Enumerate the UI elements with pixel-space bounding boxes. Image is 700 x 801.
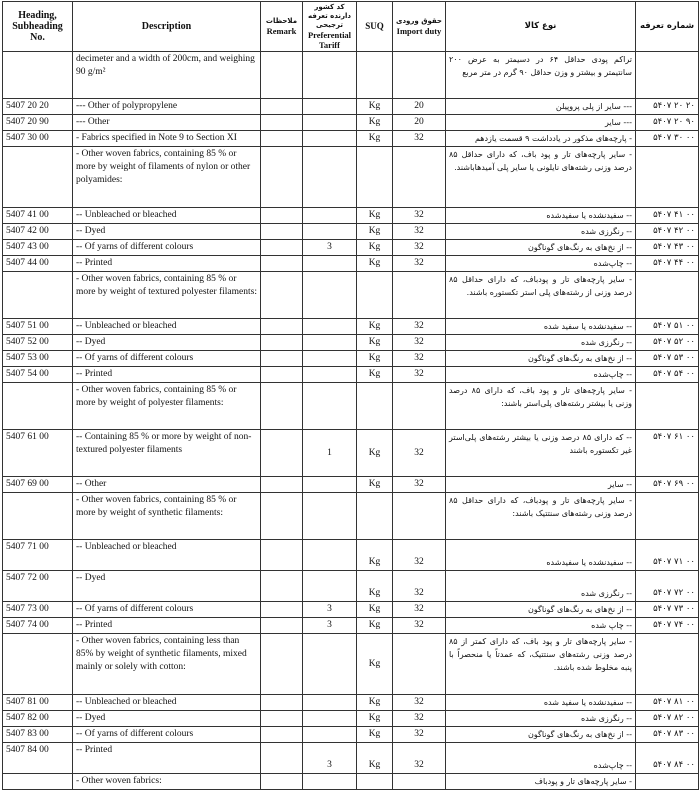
duty-cell (393, 272, 446, 319)
table-row (3, 224, 699, 240)
remark-cell (261, 727, 303, 743)
suq-cell: Kg (357, 711, 393, 727)
duty-cell: 32 (393, 240, 446, 256)
duty-cell: 32 (393, 430, 446, 477)
table-row (3, 602, 699, 618)
description-cell: -- Dyed (73, 711, 261, 727)
description-cell: -- Unbleached or bleached (73, 208, 261, 224)
description-cell: - Other woven fabrics: (73, 774, 261, 790)
description-fa-cell: -- چاپ‌شده (446, 256, 636, 272)
duty-cell: 20 (393, 99, 446, 115)
remark-cell (261, 208, 303, 224)
description-fa-cell: -- سفیدنشده یا سفیدشده (446, 540, 636, 571)
code-fa-cell: ۵۴۰۷ ۵۲ ۰۰ (636, 335, 699, 351)
remark-cell (261, 571, 303, 602)
suq-cell: Kg (357, 131, 393, 147)
code-fa-cell: ۵۴۰۷ ۸۴ ۰۰ (636, 743, 699, 774)
description-fa-cell: - سایر پارچه‌های تار و پود باف، که دارای حداقل ۸۵ درصد وزنی رشته‌های نایلونی یا سایر پلی آمیدهاباشند. (446, 147, 636, 208)
remark-cell (261, 493, 303, 540)
description-cell: - Other woven fabrics, containing less than 85% by weight of synthetic filaments, mixed mainly or solely with cotton: (73, 634, 261, 695)
suq-cell: Kg (357, 319, 393, 335)
code-cell (3, 634, 73, 695)
code-cell: 5407 72 00 (3, 571, 73, 602)
description-fa-cell: - سایر پارچه‌های تار و پود باف، که دارای کمتر از ۸۵ درصد وزنی رشته‌های سنتتیک، که عمدتاً یا منحصراً با پنبه مخلوط شده باشند. (446, 634, 636, 695)
suq-cell: Kg (357, 743, 393, 774)
preferential-cell (303, 477, 357, 493)
remark-cell (261, 224, 303, 240)
description-fa-cell: -- که دارای ۸۵ درصد وزنی یا بیشتر رشته‌های پلی‌استر غیر تکستوره باشند (446, 430, 636, 477)
code-cell: 5407 52 00 (3, 335, 73, 351)
preferential-cell: 1 (303, 430, 357, 477)
duty-cell: 32 (393, 602, 446, 618)
remark-cell (261, 351, 303, 367)
remark-cell (261, 695, 303, 711)
table-row (3, 319, 699, 335)
code-fa-cell: ۵۴۰۷ ۸۲ ۰۰ (636, 711, 699, 727)
table-row (3, 634, 699, 695)
preferential-cell (303, 540, 357, 571)
description-cell: -- Printed (73, 256, 261, 272)
code-cell: 5407 43 00 (3, 240, 73, 256)
description-cell: -- Dyed (73, 571, 261, 602)
remark-cell (261, 115, 303, 131)
duty-cell: 32 (393, 319, 446, 335)
preferential-cell: 3 (303, 618, 357, 634)
remark-cell (261, 335, 303, 351)
suq-cell: Kg (357, 695, 393, 711)
table-row (3, 383, 699, 430)
preferential-cell (303, 351, 357, 367)
preferential-cell (303, 571, 357, 602)
code-cell: 5407 83 00 (3, 727, 73, 743)
code-fa-cell (636, 52, 699, 99)
description-fa-cell: -- از نخ‌های به رنگ‌های گوناگون (446, 351, 636, 367)
code-fa-cell (636, 774, 699, 790)
description-cell: -- Of yarns of different colours (73, 727, 261, 743)
duty-cell: 32 (393, 743, 446, 774)
code-cell: 5407 44 00 (3, 256, 73, 272)
preferential-cell (303, 319, 357, 335)
description-cell: -- Printed (73, 367, 261, 383)
preferential-cell (303, 727, 357, 743)
code-cell: 5407 61 00 (3, 430, 73, 477)
code-fa-cell: ۵۴۰۷ ۷۱ ۰۰ (636, 540, 699, 571)
suq-cell: Kg (357, 335, 393, 351)
suq-cell: Kg (357, 727, 393, 743)
code-cell: 5407 74 00 (3, 618, 73, 634)
description-fa-cell: -- چاپ‌شده (446, 743, 636, 774)
table-row (3, 540, 699, 571)
duty-cell: 20 (393, 115, 446, 131)
code-fa-cell: ۵۴۰۷ ۴۱ ۰۰ (636, 208, 699, 224)
description-cell: - Other woven fabrics, containing 85 % or more by weight of filaments of nylon or other polyamides: (73, 147, 261, 208)
description-fa-cell: -- چاپ شده (446, 618, 636, 634)
table-row (3, 727, 699, 743)
code-cell: 5407 42 00 (3, 224, 73, 240)
suq-cell (357, 52, 393, 99)
header-duty-en: Import duty (396, 26, 442, 36)
preferential-cell (303, 99, 357, 115)
preferential-cell: 3 (303, 602, 357, 618)
suq-cell (357, 493, 393, 540)
suq-cell (357, 272, 393, 319)
preferential-cell (303, 272, 357, 319)
remark-cell (261, 131, 303, 147)
preferential-cell (303, 52, 357, 99)
suq-cell (357, 383, 393, 430)
table-row (3, 477, 699, 493)
remark-cell (261, 634, 303, 695)
code-fa-cell: ۵۴۰۷ ۲۰ ۲۰ (636, 99, 699, 115)
remark-cell (261, 147, 303, 208)
description-fa-cell: - پارچه‌های مذکور در یادداشت ۹ قسمت یازدهم (446, 131, 636, 147)
code-fa-cell (636, 634, 699, 695)
duty-cell: 32 (393, 540, 446, 571)
code-cell: 5407 30 00 (3, 131, 73, 147)
description-cell: - Other woven fabrics, containing 85 % or more by weight of polyester filaments: (73, 383, 261, 430)
description-cell: -- Containing 85 % or more by weight of non-textured polyester filaments (73, 430, 261, 477)
code-fa-cell: ۵۴۰۷ ۷۴ ۰۰ (636, 618, 699, 634)
tariff-table (2, 1, 699, 790)
description-fa-cell: -- سفیدنشده یا سفید شده (446, 695, 636, 711)
code-cell (3, 493, 73, 540)
header-code-fa: شماره تعرفه (636, 2, 699, 52)
description-cell: -- Of yarns of different colours (73, 240, 261, 256)
suq-cell (357, 774, 393, 790)
code-fa-cell: ۵۴۰۷ ۴۳ ۰۰ (636, 240, 699, 256)
preferential-cell (303, 131, 357, 147)
code-cell: 5407 84 00 (3, 743, 73, 774)
table-row (3, 493, 699, 540)
description-fa-cell: - سایر پارچه‌های تار و پودباف، که دارای حداقل ۸۵ درصد وزنی رشته‌های سنتتیک باشند: (446, 493, 636, 540)
preferential-cell: 3 (303, 240, 357, 256)
code-cell: 5407 51 00 (3, 319, 73, 335)
remark-cell (261, 383, 303, 430)
header-description: Description (73, 2, 261, 52)
code-fa-cell (636, 147, 699, 208)
code-cell: 5407 53 00 (3, 351, 73, 367)
code-cell: 5407 20 90 (3, 115, 73, 131)
suq-cell: Kg (357, 477, 393, 493)
header-preferential (303, 2, 357, 52)
table-row (3, 367, 699, 383)
table-row (3, 711, 699, 727)
header-remark-en: Remark (266, 26, 297, 36)
preferential-cell (303, 493, 357, 540)
suq-cell: Kg (357, 224, 393, 240)
duty-cell (393, 493, 446, 540)
suq-cell: Kg (357, 634, 393, 695)
code-fa-cell (636, 272, 699, 319)
code-fa-cell: ۵۴۰۷ ۷۲ ۰۰ (636, 571, 699, 602)
description-fa-cell: تراکم پودی حداقل ۶۴ در دسیمتر به عرض ۲۰۰ سانتیمتر و بیشتر و وزن حداقل ۹۰ گرم در متر مربع (446, 52, 636, 99)
description-cell: -- Printed (73, 743, 261, 774)
code-cell: 5407 71 00 (3, 540, 73, 571)
duty-cell: 32 (393, 618, 446, 634)
code-cell: 5407 54 00 (3, 367, 73, 383)
description-fa-cell: -- رنگرزی شده (446, 335, 636, 351)
remark-cell (261, 711, 303, 727)
description-cell: -- Dyed (73, 224, 261, 240)
suq-cell: Kg (357, 240, 393, 256)
remark-cell (261, 272, 303, 319)
suq-cell: Kg (357, 540, 393, 571)
suq-cell: Kg (357, 351, 393, 367)
code-fa-cell: ۵۴۰۷ ۴۲ ۰۰ (636, 224, 699, 240)
header-remark-fa: ملاحظات (265, 17, 298, 25)
table-row (3, 147, 699, 208)
preferential-cell (303, 695, 357, 711)
code-fa-cell: ۵۴۰۷ ۵۳ ۰۰ (636, 351, 699, 367)
description-fa-cell: - سایر پارچه‌های تار و پودباف، که دارای حداقل ۸۵ درصد وزنی از رشته‌های پلی استر تکستوره باشند. (446, 272, 636, 319)
table-row (3, 335, 699, 351)
code-fa-cell: ۵۴۰۷ ۴۴ ۰۰ (636, 256, 699, 272)
preferential-cell (303, 256, 357, 272)
description-cell: -- Unbleached or bleached (73, 695, 261, 711)
code-cell (3, 272, 73, 319)
table-row (3, 240, 699, 256)
code-fa-cell: ۵۴۰۷ ۲۰ ۹۰ (636, 115, 699, 131)
duty-cell: 32 (393, 477, 446, 493)
code-cell: 5407 81 00 (3, 695, 73, 711)
header-suq: SUQ (357, 2, 393, 52)
duty-cell: 32 (393, 335, 446, 351)
duty-cell: 32 (393, 224, 446, 240)
code-fa-cell: ۵۴۰۷ ۵۱ ۰۰ (636, 319, 699, 335)
suq-cell: Kg (357, 256, 393, 272)
table-row (3, 131, 699, 147)
code-cell (3, 774, 73, 790)
duty-cell: 32 (393, 571, 446, 602)
description-cell: -- Of yarns of different colours (73, 602, 261, 618)
code-fa-cell (636, 493, 699, 540)
table-row (3, 256, 699, 272)
description-fa-cell: -- سفیدنشده یا سفید شده (446, 319, 636, 335)
preferential-cell (303, 774, 357, 790)
remark-cell (261, 618, 303, 634)
header-description-fa: نوع کالا (446, 2, 636, 52)
code-cell: 5407 41 00 (3, 208, 73, 224)
preferential-cell (303, 367, 357, 383)
description-cell: -- Unbleached or bleached (73, 540, 261, 571)
suq-cell: Kg (357, 430, 393, 477)
code-fa-cell (636, 383, 699, 430)
description-cell: -- Printed (73, 618, 261, 634)
table-row (3, 430, 699, 477)
code-fa-cell: ۵۴۰۷ ۸۱ ۰۰ (636, 695, 699, 711)
suq-cell: Kg (357, 208, 393, 224)
remark-cell (261, 540, 303, 571)
description-cell: -- Dyed (73, 335, 261, 351)
duty-cell: 32 (393, 351, 446, 367)
duty-cell: 32 (393, 711, 446, 727)
description-fa-cell: -- چاپ‌شده (446, 367, 636, 383)
description-cell: - Other woven fabrics, containing 85 % or more by weight of textured polyester filaments: (73, 272, 261, 319)
remark-cell (261, 602, 303, 618)
code-fa-cell: ۵۴۰۷ ۶۱ ۰۰ (636, 430, 699, 477)
suq-cell: Kg (357, 618, 393, 634)
header-code: Heading, Subheading No. (3, 2, 73, 52)
suq-cell (357, 147, 393, 208)
description-cell: --- Other of polypropylene (73, 99, 261, 115)
description-fa-cell: -- از نخ‌های به رنگ‌های گوناگون (446, 602, 636, 618)
code-fa-cell: ۵۴۰۷ ۵۴ ۰۰ (636, 367, 699, 383)
table-row (3, 774, 699, 790)
suq-cell: Kg (357, 99, 393, 115)
duty-cell (393, 147, 446, 208)
code-fa-cell: ۵۴۰۷ ۶۹ ۰۰ (636, 477, 699, 493)
duty-cell: 32 (393, 727, 446, 743)
remark-cell (261, 52, 303, 99)
table-row (3, 99, 699, 115)
code-cell (3, 383, 73, 430)
remark-cell (261, 477, 303, 493)
description-cell: -- Other (73, 477, 261, 493)
suq-cell: Kg (357, 367, 393, 383)
code-cell: 5407 82 00 (3, 711, 73, 727)
header-duty-fa: حقوق ورودی (396, 17, 442, 25)
table-row (3, 743, 699, 774)
preferential-cell (303, 335, 357, 351)
code-cell: 5407 73 00 (3, 602, 73, 618)
description-fa-cell: -- رنگرزی شده (446, 711, 636, 727)
description-cell: - Fabrics specified in Note 9 to Section XI (73, 131, 261, 147)
table-row (3, 115, 699, 131)
remark-cell (261, 774, 303, 790)
description-cell: -- Of yarns of different colours (73, 351, 261, 367)
table-row (3, 208, 699, 224)
description-fa-cell: -- رنگرزی شده (446, 571, 636, 602)
description-cell: -- Unbleached or bleached (73, 319, 261, 335)
preferential-cell (303, 115, 357, 131)
header-preferential-en: Preferential Tariff (307, 30, 352, 50)
duty-cell (393, 52, 446, 99)
table-row (3, 695, 699, 711)
preferential-cell (303, 383, 357, 430)
remark-cell (261, 256, 303, 272)
code-fa-cell: ۵۴۰۷ ۷۳ ۰۰ (636, 602, 699, 618)
code-fa-cell: ۵۴۰۷ ۸۳ ۰۰ (636, 727, 699, 743)
code-cell (3, 52, 73, 99)
description-cell: --- Other (73, 115, 261, 131)
header-preferential-fa: کد کشور دارنده تعرفه ترجیحی (307, 3, 352, 29)
description-fa-cell: -- از نخ‌های به رنگ‌های گوناگون (446, 240, 636, 256)
description-fa-cell: --- سایر از پلی پروپیلن (446, 99, 636, 115)
preferential-cell (303, 224, 357, 240)
preferential-cell (303, 147, 357, 208)
header-remark (261, 2, 303, 52)
remark-cell (261, 743, 303, 774)
suq-cell: Kg (357, 115, 393, 131)
preferential-cell (303, 208, 357, 224)
remark-cell (261, 99, 303, 115)
preferential-cell (303, 711, 357, 727)
duty-cell (393, 774, 446, 790)
duty-cell: 32 (393, 367, 446, 383)
description-fa-cell: -- از نخ‌های به رنگ‌های گوناگون (446, 727, 636, 743)
preferential-cell: 3 (303, 743, 357, 774)
table-row (3, 52, 699, 99)
description-cell: - Other woven fabrics, containing 85 % or more by weight of synthetic filaments: (73, 493, 261, 540)
description-fa-cell: -- رنگرزی شده (446, 224, 636, 240)
description-fa-cell: --- سایر (446, 115, 636, 131)
table-row (3, 272, 699, 319)
code-cell (3, 147, 73, 208)
duty-cell (393, 383, 446, 430)
remark-cell (261, 240, 303, 256)
duty-cell: 32 (393, 695, 446, 711)
suq-cell: Kg (357, 571, 393, 602)
code-cell: 5407 69 00 (3, 477, 73, 493)
remark-cell (261, 367, 303, 383)
table-row (3, 351, 699, 367)
description-fa-cell: - سایر پارچه‌های تار و پودباف (446, 774, 636, 790)
header-duty (393, 2, 446, 52)
remark-cell (261, 319, 303, 335)
duty-cell: 32 (393, 256, 446, 272)
duty-cell: 32 (393, 208, 446, 224)
duty-cell: 32 (393, 131, 446, 147)
remark-cell (261, 430, 303, 477)
description-fa-cell: -- سایر (446, 477, 636, 493)
table-row (3, 618, 699, 634)
code-fa-cell: ۵۴۰۷ ۳۰ ۰۰ (636, 131, 699, 147)
code-cell: 5407 20 20 (3, 99, 73, 115)
duty-cell (393, 634, 446, 695)
table-row (3, 571, 699, 602)
description-fa-cell: -- سفیدنشده یا سفیدشده (446, 208, 636, 224)
description-cell: decimeter and a width of 200cm, and weighing 90 g/m² (73, 52, 261, 99)
description-fa-cell: - سایر پارچه‌های تار و پود باف، که دارای ۸۵ درصد وزنی یا بیشتر رشته‌های پلی‌استر باشند: (446, 383, 636, 430)
suq-cell: Kg (357, 602, 393, 618)
preferential-cell (303, 634, 357, 695)
